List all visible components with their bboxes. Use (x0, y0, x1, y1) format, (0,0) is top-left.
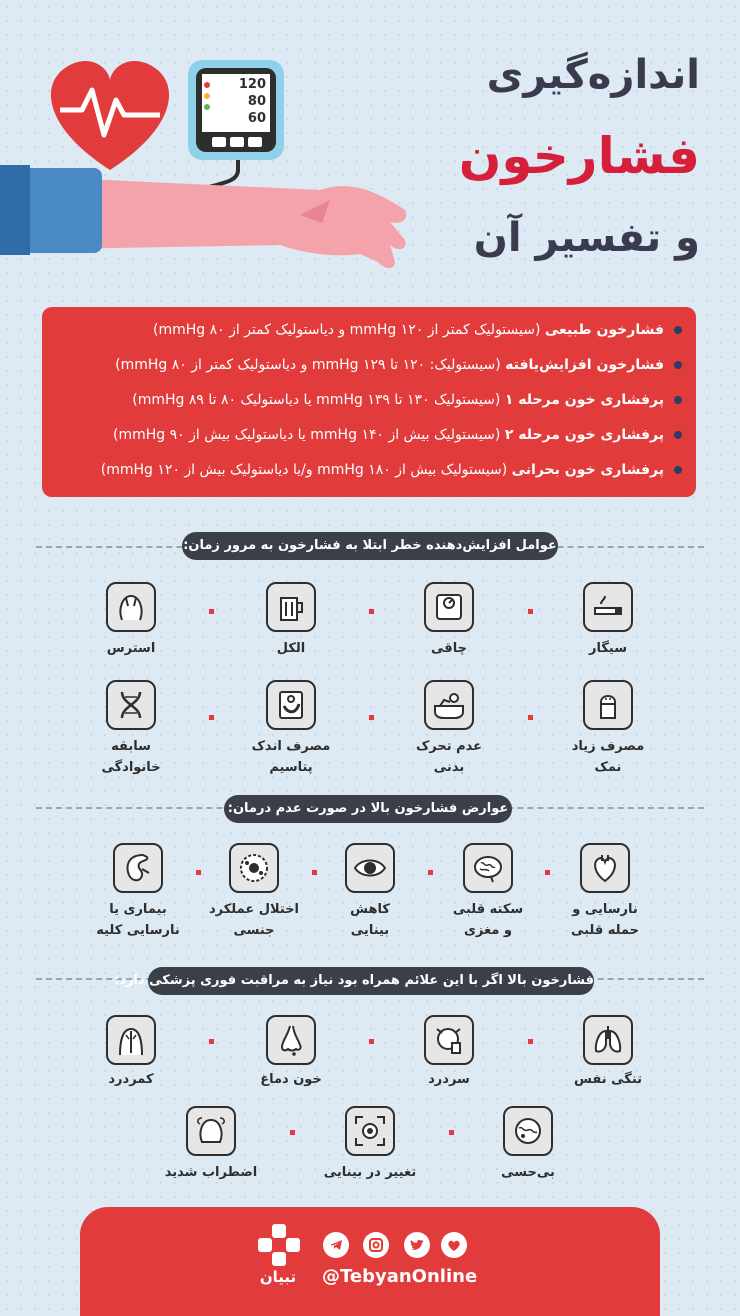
vision-target-icon (345, 1106, 395, 1156)
bullet-icon (674, 326, 682, 334)
bullet-icon (674, 361, 682, 369)
complication-label-heart: نارسایی و حمله قلبی (570, 902, 640, 938)
title-line-3: و تفسیر آن (473, 215, 700, 261)
salt-shaker-icon (583, 680, 633, 730)
brand-name: تبیان (259, 1268, 297, 1286)
separator-dot (209, 715, 214, 720)
complication-label-stroke: سکته قلبی و مغزی (452, 902, 524, 938)
numb-brain-icon (503, 1106, 553, 1156)
symptom-label-headache: سردرد (428, 1072, 470, 1087)
bullet-icon (674, 396, 682, 404)
complication-label-vision: کاهش بینایی (350, 902, 390, 938)
svg-text:120: 120 (238, 77, 266, 92)
separator-dot (428, 870, 433, 875)
complication-label-sexual: اختلال عملکرد جنسی (208, 902, 300, 938)
separator-dot (369, 715, 374, 720)
kidney-icon (113, 843, 163, 893)
symptom-label-vision-change: تغییر در بینایی (323, 1165, 417, 1180)
bullet-icon (674, 466, 682, 474)
separator-dot (312, 870, 317, 875)
separator-dot (209, 1039, 214, 1044)
range-normal: فشارخون طبیعی (سیستولیک کمتر از ۱۲۰ mmHg و دیاستولیک کمتر از ۸۰ mmHg) (60, 322, 682, 346)
separator-dot (528, 715, 533, 720)
banana-bag-icon (266, 680, 316, 730)
eye-icon (345, 843, 395, 893)
separator-dot (449, 1130, 454, 1135)
social-handle: @TebyanOnline (322, 1266, 478, 1287)
separator-dot (528, 1039, 533, 1044)
svg-text:80: 80 (247, 94, 266, 109)
title-line-2: فشارخون (458, 127, 700, 185)
scale-icon (424, 582, 474, 632)
lungs-icon (583, 1015, 633, 1065)
footer-bar (80, 1207, 660, 1316)
symptom-label-backpain: کمردرد (108, 1072, 154, 1087)
complication-label-kidney: بیماری یا نارسایی کلیه (96, 902, 180, 938)
separator-dot (545, 870, 550, 875)
range-crisis: پرفشاری خون بحرانی (سیستولیک بیش از ۱۸۰ mmHg و/یا دیاستولیک بیش از ۱۲۰ mmHg) (60, 462, 682, 486)
symptom-label-numbness: بی‌حسی (501, 1165, 555, 1180)
heart-icon[interactable] (441, 1232, 467, 1258)
risk-label-salt: مصرف زیاد نمک (571, 739, 645, 775)
tebyan-logo (256, 1222, 302, 1268)
symptom-label-anxiety: اضطراب شدید (164, 1165, 258, 1180)
complications-section-header: عوارض فشارخون بالا در صورت عدم درمان: (224, 795, 512, 823)
heart-organ-icon (580, 843, 630, 893)
anxiety-head-icon (186, 1106, 236, 1156)
headache-icon (424, 1015, 474, 1065)
stress-face-icon (106, 582, 156, 632)
back-pain-icon (106, 1015, 156, 1065)
risk-label-potassium: مصرف اندک پتاسیم (251, 739, 331, 775)
risk-label-inactivity: عدم تحرک بدنی (415, 739, 483, 775)
bathtub-icon (424, 680, 474, 730)
symptoms-section-header: فشارخون بالا اگر با این علائم همراه بود نیاز به مراقبت فوری پزشکی دارد: (148, 967, 594, 995)
cell-icon (229, 843, 279, 893)
separator-dot (290, 1130, 295, 1135)
heart-icon (51, 61, 169, 170)
range-stage-1: پرفشاری خون مرحله ۱ (سیستولیک ۱۳۰ تا ۱۳۹ mmHg یا دیاستولیک ۸۰ تا ۸۹ mmHg) (60, 392, 682, 416)
separator-dot (209, 609, 214, 614)
dna-icon (106, 680, 156, 730)
risk-label-obesity: چاقی (431, 641, 467, 656)
nose-icon (266, 1015, 316, 1065)
risk-label-alcohol: الکل (276, 641, 306, 656)
twitter-icon[interactable] (404, 1232, 430, 1258)
bullet-icon (674, 431, 682, 439)
symptom-label-nosebleed: خون دماغ (260, 1072, 322, 1087)
risk-label-smoking: سیگار (588, 641, 628, 656)
range-stage-2: پرفشاری خون مرحله ۲ (سیستولیک بیش از ۱۴۰ mmHg یا دیاستولیک بیش از ۹۰ mmHg) (60, 427, 682, 451)
risk-label-stress: استرس (106, 641, 156, 656)
blood-pressure-monitor (188, 60, 284, 160)
separator-dot (369, 1039, 374, 1044)
instagram-icon[interactable] (363, 1232, 389, 1258)
risk-section-header: عوامل افزایش‌دهنده خطر ابتلا به فشارخون به مرور زمان: (182, 532, 558, 560)
range-elevated: فشارخون افزایش‌یافته (سیستولیک: ۱۲۰ تا ۱۲۹ mmHg و دیاستولیک کمتر از ۸۰ mmHg) (60, 357, 682, 381)
hero-illustration (0, 40, 420, 280)
brain-icon (463, 843, 513, 893)
separator-dot (369, 609, 374, 614)
svg-text:60: 60 (247, 111, 266, 126)
risk-label-family-history: سابقه خانوادگی (101, 739, 161, 775)
separator-dot (528, 609, 533, 614)
title-line-1: اندازه‌گیری (486, 52, 700, 98)
beer-icon (266, 582, 316, 632)
cigarette-icon (583, 582, 633, 632)
separator-dot (196, 870, 201, 875)
symptom-label-breath: تنگی نفس (573, 1072, 643, 1087)
telegram-icon[interactable] (323, 1232, 349, 1258)
